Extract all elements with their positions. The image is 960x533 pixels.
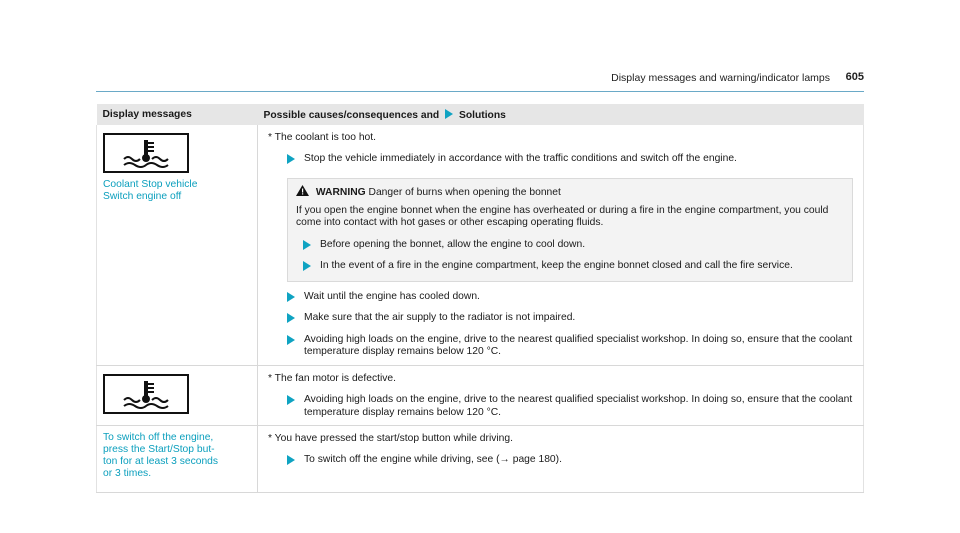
warning-step xyxy=(296,239,844,252)
step-text: Make sure that the air supply to the radiator is not impaired. xyxy=(304,312,576,323)
step-text: Avoiding high loads on the engine, drive to the nearest qualified specialist workshop. In doing so, ensure that the coolant temperature display remains below 120 °C. xyxy=(304,333,853,357)
display-message-text xyxy=(103,179,251,203)
cause-text: * The coolant is too hot. xyxy=(268,132,376,143)
step-text: Avoiding high loads on the engine, drive to the nearest qualified specialist workshop. In doing so, ensure that the coolant temperature display remains below 120 °C. xyxy=(304,394,853,418)
solution-step xyxy=(264,454,857,467)
col-causes-label: Possible causes/consequences and xyxy=(263,109,440,121)
warning-heading xyxy=(296,185,844,200)
warning-box xyxy=(287,178,853,282)
message-line: Switch engine off xyxy=(103,191,182,202)
header-title: Display messages and warning/indicator lamps xyxy=(611,72,830,84)
step-text: Stop the vehicle immediately in accordance with the traffic conditions and switch off the engine. xyxy=(304,153,737,164)
arrow-icon xyxy=(287,455,295,465)
warning-text: If you open the engine bonnet when the engine has overheated or during a fire in the engine compartment, you could come into contact with hot gases or other escaping operating fluids. xyxy=(296,204,829,228)
solutions-cell xyxy=(258,366,864,426)
cause-text: * The fan motor is defective. xyxy=(268,373,397,384)
table-header-row xyxy=(97,104,864,125)
col-solutions-header xyxy=(258,104,864,125)
table-row xyxy=(97,366,864,426)
message-line: press the Start/Stop but- xyxy=(103,444,215,455)
display-message-cell xyxy=(97,125,258,366)
display-message-cell xyxy=(97,426,258,493)
header-rule xyxy=(96,91,864,92)
display-message-text xyxy=(103,432,251,480)
table-row xyxy=(97,125,864,366)
solution-step xyxy=(264,291,857,304)
coolant-temperature-icon xyxy=(103,133,189,173)
message-line: or 3 times. xyxy=(103,468,152,479)
arrow-icon xyxy=(287,335,295,345)
arrow-icon xyxy=(303,261,311,271)
coolant-temperature-icon xyxy=(103,374,189,414)
display-message-cell xyxy=(97,366,258,426)
cause-text: * You have pressed the start/stop button while driving. xyxy=(268,433,513,444)
step-text: In the event of a fire in the engine compartment, keep the engine bonnet closed and call the fire service. xyxy=(320,260,793,271)
page-header xyxy=(96,72,864,86)
warning-subtitle: Danger of burns when opening the bonnet xyxy=(368,186,561,198)
arrow-icon xyxy=(287,395,295,405)
page-number: 605 xyxy=(845,71,864,83)
step-text: Wait until the engine has cooled down. xyxy=(304,290,480,302)
solutions-cell xyxy=(258,426,864,493)
message-line: ton for at least 3 seconds xyxy=(103,456,219,467)
step-text: Before opening the bonnet, allow the engine to cool down. xyxy=(320,238,586,250)
table-row xyxy=(97,426,864,493)
solution-step xyxy=(264,153,857,166)
warning-triangle-icon xyxy=(296,185,309,200)
solution-step xyxy=(264,334,857,359)
arrow-icon xyxy=(287,154,295,164)
arrow-icon xyxy=(287,292,295,302)
col-display-messages-header: Display messages xyxy=(97,104,258,125)
warning-step xyxy=(296,260,844,273)
solution-step xyxy=(264,312,857,325)
solution-step xyxy=(264,394,857,419)
warning-title: WARNING xyxy=(315,186,366,198)
arrow-icon xyxy=(445,109,453,119)
arrow-icon xyxy=(303,240,311,250)
step-text: To switch off the engine while driving, see (→ page 180). xyxy=(304,454,562,465)
message-line: To switch off the engine, xyxy=(103,432,214,443)
solutions-cell xyxy=(258,125,864,366)
col-solutions-label: Solutions xyxy=(458,109,506,121)
arrow-icon xyxy=(287,313,295,323)
message-line: Coolant Stop vehicle xyxy=(103,179,198,190)
display-messages-table xyxy=(96,104,864,493)
